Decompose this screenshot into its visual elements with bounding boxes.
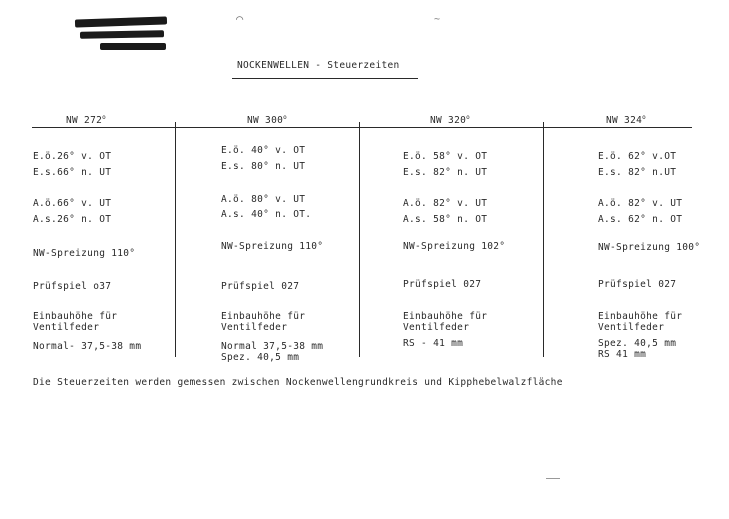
cell-value-1: RS - 41 mm xyxy=(403,338,464,349)
column-header-nw320: NW 320$^o$ xyxy=(430,114,471,126)
cell-ventilfeder-label: Ventilfeder xyxy=(403,322,470,333)
scan-mark: ◠ xyxy=(236,12,244,26)
cell-es: E.s. 82° n. UT xyxy=(403,167,488,178)
cell-einbau-label: Einbauhöhe für xyxy=(221,311,306,322)
scan-mark xyxy=(546,478,560,479)
cell-eo: E.ö.26° v. OT xyxy=(33,151,112,162)
cell-ventilfeder-label: Ventilfeder xyxy=(221,322,288,333)
column-header-nw272: NW 272$^o$ xyxy=(66,114,107,126)
redacted-sender-line xyxy=(100,43,166,50)
column-header-nw300: NW 300$^o$ xyxy=(247,114,288,126)
degree-mark: o xyxy=(283,114,288,121)
cell-value-2: RS 41 mm xyxy=(598,349,647,360)
cell-einbau-label: Einbauhöhe für xyxy=(598,311,683,322)
cell-eo: E.ö. 62° v.OT xyxy=(598,151,677,162)
cell-eo: E.ö. 58° v. OT xyxy=(403,151,488,162)
cell-value-2: Spez. 40,5 mm xyxy=(221,352,300,363)
column-header-nw324: NW 324$^o$ xyxy=(606,114,647,126)
cell-spreizung: NW-Spreizung 110° xyxy=(33,248,136,259)
cell-ventilfeder-label: Ventilfeder xyxy=(598,322,665,333)
cell-value-1: Normal 37,5-38 mm xyxy=(221,341,324,352)
degree-mark: o xyxy=(466,114,471,121)
cell-value-1: Normal- 37,5-38 mm xyxy=(33,341,142,352)
cell-spreizung: NW-Spreizung 110° xyxy=(221,241,324,252)
cell-es: E.s. 80° n. UT xyxy=(221,161,306,172)
cell-eo: E.ö. 40° v. OT xyxy=(221,145,306,156)
degree-mark: o xyxy=(642,114,647,121)
cell-as: A.s. 40° n. OT. xyxy=(221,209,312,220)
cell-einbau-label: Einbauhöhe für xyxy=(403,311,488,322)
cell-pruefspiel: Prüfspiel 027 xyxy=(598,279,677,290)
cell-ao: A.ö. 82° v. UT xyxy=(403,198,488,209)
cell-as: A.s. 58° n. OT xyxy=(403,214,488,225)
cell-value-1: Spez. 40,5 mm xyxy=(598,338,677,349)
cell-spreizung: NW-Spreizung 102° xyxy=(403,241,506,252)
footer-note: Die Steuerzeiten werden gemessen zwischen Nockenwellengrundkreis und Kipphebelwalzfläche xyxy=(33,377,563,388)
title-underline xyxy=(232,78,418,79)
cell-ventilfeder-label: Ventilfeder xyxy=(33,322,100,333)
cell-einbau-label: Einbauhöhe für xyxy=(33,311,118,322)
cell-ao: A.ö. 80° v. UT xyxy=(221,194,306,205)
cell-es: E.s. 82° n.UT xyxy=(598,167,677,178)
scan-mark: ~ xyxy=(434,14,441,25)
redacted-sender-line xyxy=(80,30,164,38)
cell-es: E.s.66° n. UT xyxy=(33,167,112,178)
redacted-sender-block xyxy=(75,16,167,27)
cell-pruefspiel: Prüfspiel o37 xyxy=(33,281,112,292)
page-title: NOCKENWELLEN - Steuerzeiten xyxy=(237,60,400,71)
cell-as: A.s. 62° n. OT xyxy=(598,214,683,225)
cell-pruefspiel: Prüfspiel 027 xyxy=(221,281,300,292)
cell-as: A.s.26° n. OT xyxy=(33,214,112,225)
column-divider xyxy=(175,122,176,357)
column-divider xyxy=(359,122,360,357)
cell-ao: A.ö. 82° v. UT xyxy=(598,198,683,209)
degree-mark: o xyxy=(102,114,107,121)
cell-ao: A.ö.66° v. UT xyxy=(33,198,112,209)
cell-spreizung: NW-Spreizung 100° xyxy=(598,242,701,253)
cell-pruefspiel: Prüfspiel 027 xyxy=(403,279,482,290)
header-rule xyxy=(32,127,692,128)
column-divider xyxy=(543,122,544,357)
